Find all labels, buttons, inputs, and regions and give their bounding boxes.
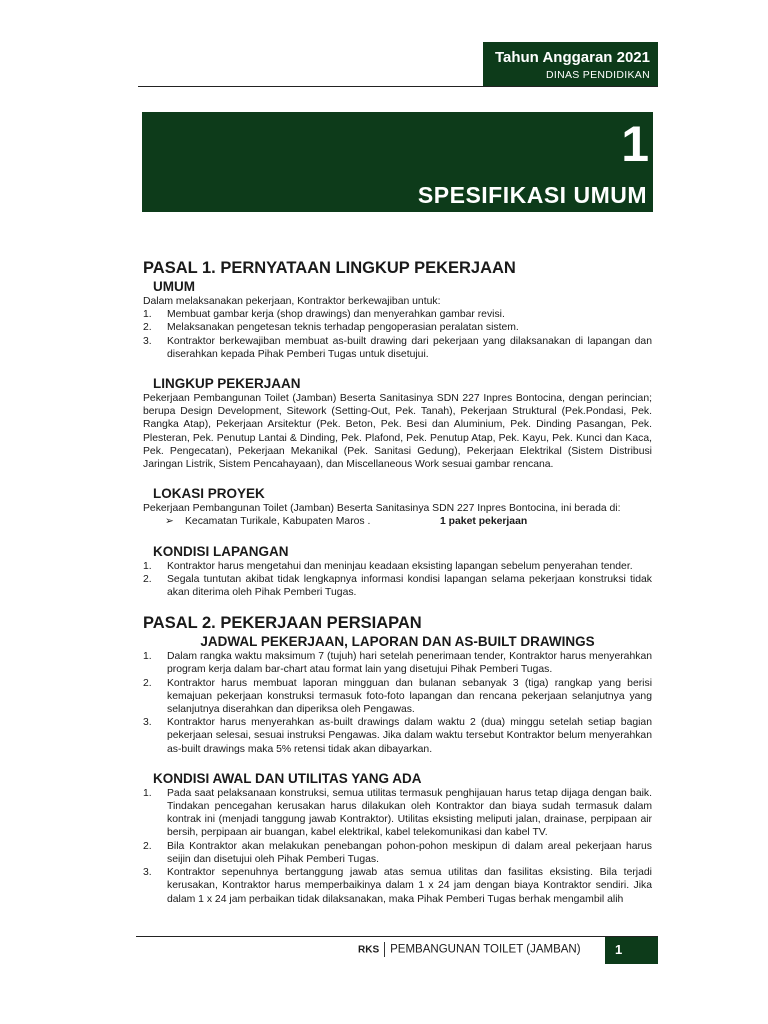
list-item: 3. Kontraktor harus menyerahkan as-built drawings dalam waktu 2 (dua) minggu setelah setiap bagian pekerjaan selesai, sesuai instruksi Pengawas. Jika dalam waktu tersebut Kontraktor belum menyerahkan as-built drawings maka 5% retensi tidak akan dibayarkan. — [143, 717, 652, 755]
jadwal-heading: JADWAL PEKERJAAN, LAPORAN DAN AS-BUILT DRAWINGS — [200, 634, 595, 650]
kondisi-list — [143, 560, 652, 600]
list-item: 1. Membuat gambar kerja (shop drawings) dan menyerahkan gambar revisi. — [143, 309, 505, 321]
paket-label: 1 paket pekerjaan — [440, 516, 528, 528]
list-item: 1. Dalam rangka waktu maksimum 7 (tujuh) hari setelah penerimaan tender, Kontraktor harus menyerahkan program kerja dalam bar-chart atau format lain yang disetujui Pihak Pemberi Tugas. — [143, 651, 652, 676]
header-badge — [483, 42, 658, 87]
pasal-1-title: PASAL 1. PERNYATAAN LINGKUP PEKERJAAN — [143, 259, 516, 277]
footer-project: PEMBANGUNAN TOILET (JAMBAN) — [390, 943, 581, 956]
list-item: 2. Bila Kontraktor akan melakukan penebangan pohon-pohon meskipun di dalam areal pekerjaan harus seijin dan disetujui oleh Pihak Pemberi Tugas. — [143, 840, 652, 865]
utilitas-list — [143, 787, 652, 906]
lokasi-text: Pekerjaan Pembangunan Toilet (Jamban) Beserta Sanitasinya SDN 227 Inpres Bontocina, ini berada di: — [143, 503, 621, 515]
chapter-number: 1 — [621, 116, 649, 172]
page-number-badge — [605, 937, 658, 964]
lokasi-bullet — [143, 515, 652, 528]
list-item: 1. Kontraktor harus mengetahui dan meninjau keadaan eksisting lapangan sebelum penyerahan tender. — [143, 560, 633, 572]
agency-name: DINAS PENDIDIKAN — [546, 69, 650, 81]
footer-divider — [136, 936, 658, 937]
page-number: 1 — [615, 942, 623, 957]
footer-separator — [384, 942, 385, 957]
umum-heading: UMUM — [153, 279, 195, 294]
umum-intro: Dalam melaksanakan pekerjaan, Kontraktor berkewajiban untuk: — [143, 296, 441, 307]
list-item: 1. Pada saat pelaksanaan konstruksi, semua utilitas termasuk penghijauan harus tetap dijaga dengan baik. Tindakan pencegahan kerusakan harus dilakukan oleh Kontraktor dan biaya sudah termasuk dalam kontrak ini (menjadi tanggung jawab Kontraktor). Utilitas eksisting meliputi jalan, drainase, perpipaan air bersih, perpipaan air buangan, kabel elektrikal, kabel telekomunikasi dan kabel TV. — [143, 787, 652, 839]
footer-title — [358, 942, 581, 957]
lokasi-heading: LOKASI PROYEK — [153, 486, 265, 502]
utilitas-heading: KONDISI AWAL DAN UTILITAS YANG ADA — [153, 770, 422, 786]
lingkup-text: Pekerjaan Pembangunan Toilet (Jamban) Beserta Sanitasinya SDN 227 Inpres Bontocina, dengan perincian; berupa Design Development, Sitework (Setting-Out, Pek. Tanah), Pekerjaan Struktural (Pek.Pondasi, Pek. Rangka Atap), Pekerjaan Arsitektur (Pek. Beton, Pek. Besi dan Aluminium, Pek. Dinding Pasangan, Pek. Plesteran, Pek. Penutup Lantai & Dinding, Pek. Plafond, Pek. Penutup Atap, Pek. Kayu, Pek. Kunci dan Kaca, Pek. Pengecatan), Pekerjaan Mekanikal (Pek. Sanitasi Gedung), Pekerjaan Elektrikal (Sistem Distribusi Jaringan Listrik, Sistem Pencahayaan), dan Miscellaneous Work sesuai gambar rencana. — [143, 393, 652, 471]
fiscal-year: Tahun Anggaran 2021 — [494, 49, 650, 66]
lingkup-heading: LINGKUP PEKERJAAN — [153, 376, 301, 392]
pasal-2-title: PASAL 2. PEKERJAAN PERSIAPAN — [143, 614, 422, 633]
lokasi-district: Kecamatan Turikale, Kabupaten Maros . — [185, 516, 371, 528]
footer-code: RKS — [358, 944, 380, 956]
list-item: 2. Kontraktor harus membuat laporan mingguan dan bulanan sebanyak 3 (tiga) rangkap yang berisi kemajuan pekerjaan konstruksi termasuk foto-foto lapangan dan rencana pekerjaan selanjutnya yang selanjutnya diserahkan dan diperiksa oleh Pengawas. — [143, 677, 652, 716]
header-divider — [138, 86, 658, 87]
chapter-title: SPESIFIKASI UMUM — [417, 182, 647, 208]
list-item: 2. Melaksanakan pengetesan teknis terhadap pengoperasian peralatan sistem. — [143, 322, 519, 334]
umum-list — [143, 308, 652, 361]
list-item: 3. Kontraktor berkewajiban membuat as-built drawing dari pekerjaan yang dilaksanakan di lapangan dan diserahkan kepada Pihak Pemberi Tugas untuk disetujui. — [143, 335, 652, 360]
list-item: 2. Segala tuntutan akibat tidak lengkapnya informasi kondisi lapangan selama pekerjaan konstruksi tidak akan diterima oleh Pihak Pemberi Tugas. — [143, 573, 652, 599]
list-item: 3. Kontraktor sepenuhnya bertanggung jawab atas semua utilitas dan fasilitas eksisting. Bila terjadi kerusakan, Kontraktor harus memperbaikinya dalam 1 x 24 jam dengan biaya Kontraktor sendiri. Jika dalam 1 x 24 jam perbaikan tidak dilaksanakan, maka Pihak Pemberi Tugas berhak mengambil alih — [143, 867, 652, 905]
arrow-bullet-icon: ➢ — [165, 516, 174, 528]
document-body — [143, 258, 652, 906]
chapter-banner — [142, 112, 653, 212]
kondisi-heading: KONDISI LAPANGAN — [153, 543, 289, 559]
jadwal-list — [143, 650, 652, 756]
